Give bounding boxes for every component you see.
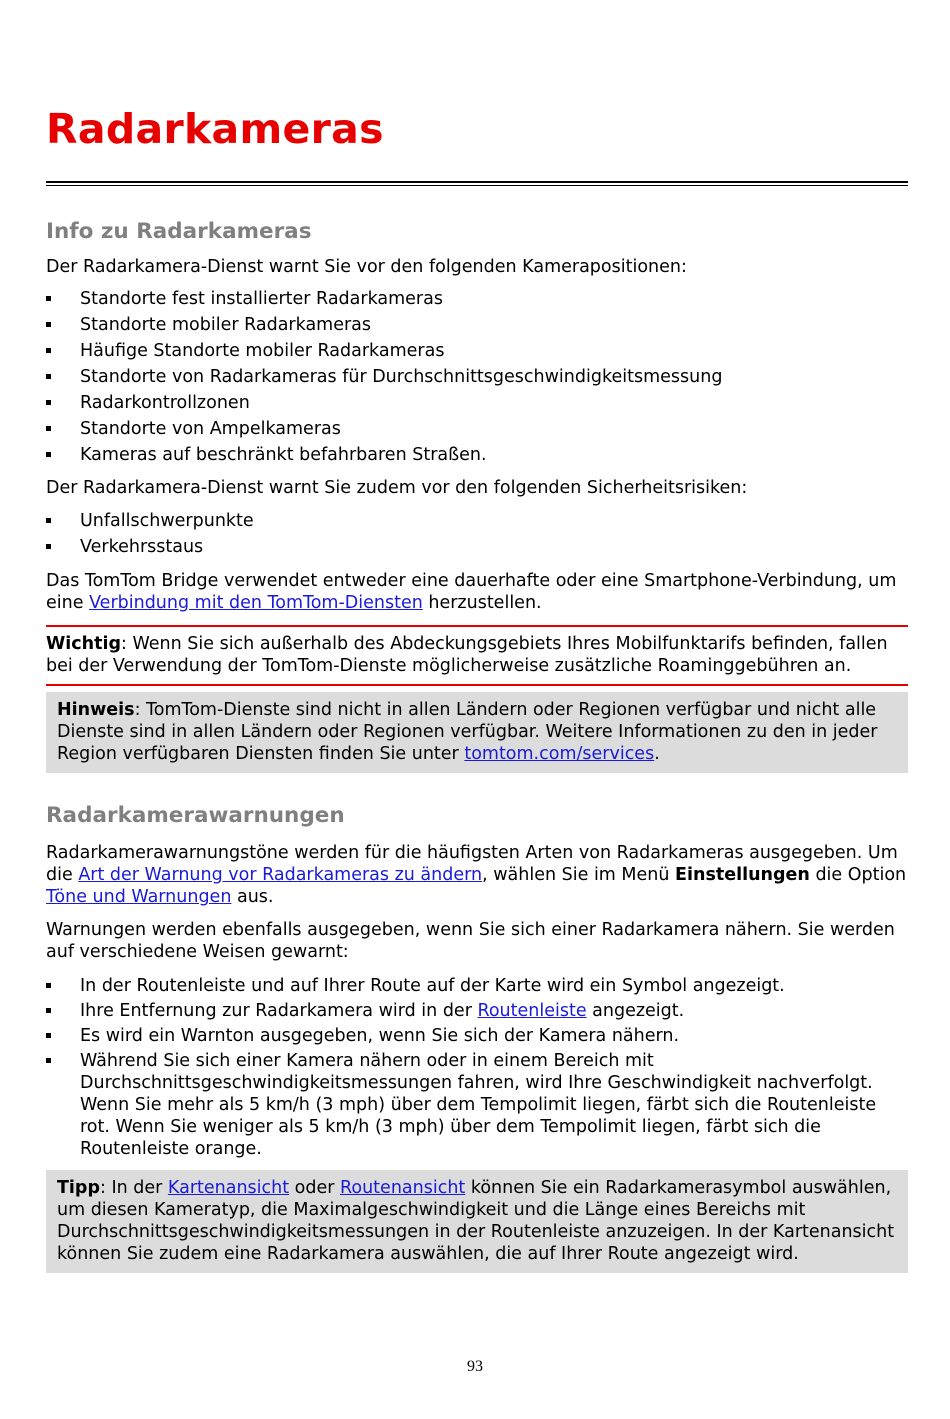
bullet-icon [46, 322, 51, 327]
list-item-text: Standorte von Radarkameras für Durchschnittsgeschwindigkeitsmessung [80, 367, 723, 387]
bullet-icon [46, 983, 51, 988]
page-number: 93 [467, 1358, 483, 1375]
list-item [46, 392, 908, 414]
list-item-text: Radarkontrollzonen [80, 393, 250, 413]
list-item [46, 1050, 908, 1160]
bridge-paragraph [46, 570, 908, 614]
list-item-text: Häufige Standorte mobiler Radarkameras [80, 341, 445, 361]
list-item-text: Kameras auf beschränkt befahrbaren Straßen. [80, 445, 487, 465]
list-item-text: Unfallschwerpunkte [80, 511, 254, 531]
list-item-text: Standorte mobiler Radarkameras [80, 315, 372, 335]
risks-intro-paragraph: Der Radarkamera-Dienst warnt Sie zudem vor den folgenden Sicherheitsrisiken: [46, 478, 748, 498]
note-end: . [654, 744, 660, 764]
list-item [46, 1025, 908, 1047]
page-content [46, 218, 908, 1273]
bullet-icon [46, 348, 51, 353]
list-item [46, 366, 908, 388]
list-item-text: Während Sie sich einer Kamera nähern oder in einem Bereich mit Durchschnittsgeschwindigkeitsmessungen fahren, wird Ihre Geschwindigkeit nachverfolgt. Wenn Sie mehr als 5 km/h (3 mph) über dem Tempolimit liegen, färbt sich die Routenleiste rot. Wenn Sie weniger als 5 km/h (3 mph) über dem Tempolimit liegen, färbt sich die Routenleiste orange. [80, 1051, 877, 1159]
camera-types-list [46, 288, 908, 466]
bullet-icon [46, 518, 51, 523]
tip-text-c: können Sie ein Radarkamerasymbol auswählen, um diesen Kameratyp, die Maximalgeschwindigkeit und die Länge eines Bereichs mit Durchschnittsgeschwindigkeitsmessungen in der Routenleiste anzuzeigen. In der Kartenansicht können Sie zudem eine Radarkamera auswählen, die auf Ihrer Route angezeigt wird. [57, 1178, 895, 1264]
bullet-icon [46, 400, 51, 405]
note-text: : TomTom-Dienste sind nicht in allen Ländern oder Regionen verfügbar und nicht alle Dienste sind in allen Ländern oder Regionen verfügbar. Weitere Informationen zu den in jeder Region verfügbaren Diensten finden Sie unter [57, 700, 878, 764]
warnings-paragraph-2: Warnungen werden ebenfalls ausgegeben, wenn Sie sich einer Radarkamera nähern. Sie werden auf verschiedene Weisen gewarnt: [46, 920, 895, 962]
title-divider-thin [46, 185, 908, 186]
tomtom-services-url-link[interactable]: tomtom.com/services [464, 744, 655, 764]
list-item-text: Es wird ein Warnton ausgegeben, wenn Sie sich der Kamera nähern. [80, 1026, 680, 1046]
section-heading-warnings: Radarkamerawarnungen [46, 803, 345, 828]
p1-text-c: die Option [809, 865, 907, 885]
bridge-text: Das TomTom Bridge verwendet entweder eine dauerhafte oder eine Smartphone-Verbindung, um eine [46, 571, 897, 613]
list-item-text: Ihre Entfernung zur Radarkamera wird in der [80, 1001, 478, 1021]
tomtom-services-link[interactable]: Verbindung mit den TomTom-Diensten [89, 593, 423, 613]
list-item [46, 340, 908, 362]
risk-list [46, 510, 908, 558]
intro-paragraph: Der Radarkamera-Dienst warnt Sie vor den folgenden Kamerapositionen: [46, 257, 687, 277]
bullet-icon [46, 374, 51, 379]
tip-text-a: : In der [100, 1178, 168, 1198]
list-item [46, 975, 908, 997]
p1-text-a: Radarkamerawarnungstöne werden für die häufigsten Arten von Radarkameras ausgegeben. Um die [46, 843, 898, 885]
bullet-icon [46, 426, 51, 431]
list-item [46, 1000, 908, 1022]
sounds-and-warnings-link[interactable]: Töne und Warnungen [46, 887, 232, 907]
route-view-link[interactable]: Routenansicht [340, 1178, 466, 1198]
section-heading-info: Info zu Radarkameras [46, 219, 312, 244]
bullet-icon [46, 1058, 51, 1063]
warnings-paragraph-1 [46, 842, 908, 908]
important-label: Wichtig [46, 634, 122, 654]
route-bar-link[interactable]: Routenleiste [477, 1001, 587, 1021]
tip-box [46, 1170, 908, 1273]
list-item [46, 510, 908, 532]
important-text: : Wenn Sie sich außerhalb des Abdeckungsgebiets Ihres Mobilfunktarifs befinden, fallen bei der Verwendung der TomTom-Dienste möglicherweise zusätzliche Roaminggebühren an. [46, 634, 888, 676]
title-divider [46, 181, 908, 183]
list-item [46, 418, 908, 440]
note-box [46, 692, 908, 773]
bullet-icon [46, 296, 51, 301]
important-box [46, 625, 908, 686]
p1-text-d: aus. [231, 887, 274, 907]
list-item-text: Verkehrsstaus [80, 537, 204, 557]
tip-label: Tipp [57, 1178, 100, 1198]
change-warning-type-link[interactable]: Art der Warnung vor Radarkameras zu ändern [78, 865, 483, 885]
bullet-icon [46, 1008, 51, 1013]
list-item-text: Standorte fest installierter Radarkameras [80, 289, 443, 309]
settings-menu-label: Einstellungen [675, 865, 810, 885]
list-item [46, 314, 908, 336]
bridge-text-end: herzustellen. [422, 593, 542, 613]
list-item-text: Standorte von Ampelkameras [80, 419, 341, 439]
bullet-icon [46, 544, 51, 549]
bullet-icon [46, 452, 51, 457]
p1-text-b: , wählen Sie im Menü [482, 865, 676, 885]
page-title: Radarkameras [46, 105, 384, 153]
list-item [46, 444, 908, 466]
list-item [46, 288, 908, 310]
tip-text-b: oder [289, 1178, 341, 1198]
note-label: Hinweis [57, 700, 135, 720]
bullet-icon [46, 1033, 51, 1038]
list-item [46, 536, 908, 558]
list-item-text: In der Routenleiste und auf Ihrer Route auf der Karte wird ein Symbol angezeigt. [80, 976, 785, 996]
map-view-link[interactable]: Kartenansicht [167, 1178, 290, 1198]
warning-ways-list [46, 975, 908, 1160]
list-item-text-end: angezeigt. [586, 1001, 685, 1021]
